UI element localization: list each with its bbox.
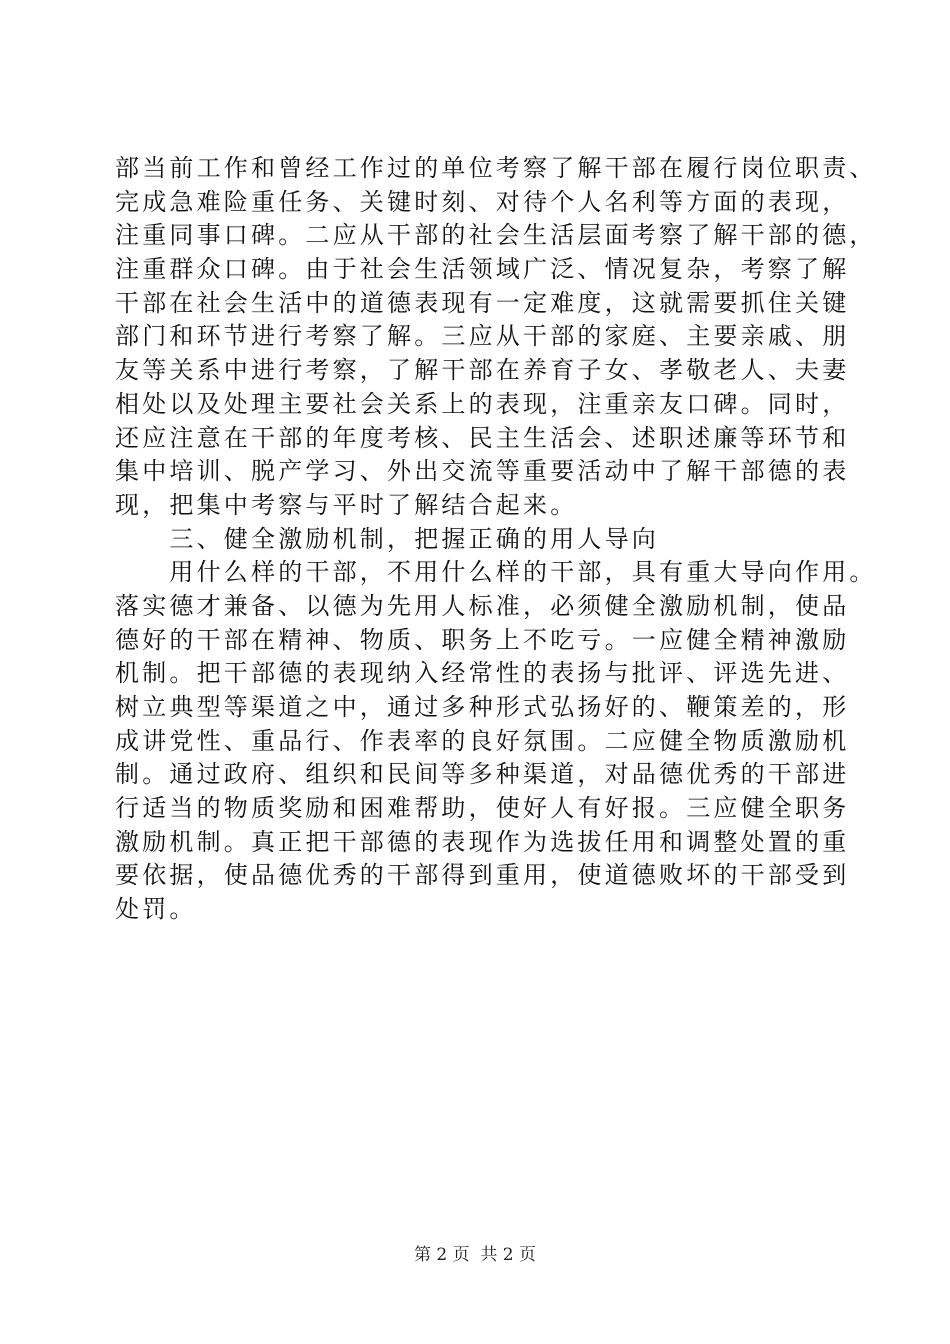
page-footer [0, 1240, 950, 1265]
text-line: 集中培训、脱产学习、外出交流等重要活动中了解干部德的表 [115, 457, 850, 486]
body-text [115, 152, 877, 927]
text-line: 树立典型等渠道之中，通过多种形式弘扬好的、鞭策差的，形 [115, 693, 850, 721]
text-line: 现，把集中考察与平时了解结合起来。 [115, 490, 578, 519]
text-line: 成讲党性、重品行、作表率的良好氛围。二应健全物质激励机 [115, 726, 850, 755]
text-line: 落实德才兼备、以德为先用人标准，必须健全激励机制，使品 [115, 591, 850, 620]
section-heading: 三、健全激励机制，把握正确的用人导向 [115, 524, 659, 553]
text-line: 完成急难险重任务、关键时刻、对待个人名利等方面的表现， [115, 187, 850, 216]
text-line: 部当前工作和曾经工作过的单位考察了解干部在履行岗位职责、 [115, 154, 877, 182]
text-line: 部门和环节进行考察了解。三应从干部的家庭、主要亲戚、朋 [115, 322, 850, 351]
text-line: 处罚。 [115, 895, 197, 924]
text-line: 相处以及处理主要社会关系上的表现，注重亲友口碑。同时， [115, 389, 850, 418]
text-line: 干部在社会生活中的道德表现有一定难度，这就需要抓住关键 [115, 288, 850, 317]
text-line: 要依据，使品德优秀的干部得到重用，使道德败坏的干部受到 [115, 861, 850, 890]
text-line: 激励机制。真正把干部德的表现作为选拔任用和调整处置的重 [115, 827, 850, 856]
text-line: 行适当的物质奖励和困难帮助，使好人有好报。三应健全职务 [115, 794, 850, 823]
page-number-label: 第 2 页 共 2 页 [413, 1245, 537, 1265]
text-line: 还应注意在干部的年度考核、民主生活会、述职述廉等环节和 [115, 423, 850, 452]
text-line: 注重同事口碑。二应从干部的社会生活层面考察了解干部的德， [115, 221, 877, 250]
text-line: 德好的干部在精神、物质、职务上不吃亏。一应健全精神激励 [115, 625, 850, 654]
text-line: 友等关系中进行考察，了解干部在养育子女、孝敬老人、夫妻 [115, 356, 850, 385]
text-line: 制。通过政府、组织和民间等多种渠道，对品德优秀的干部进 [115, 760, 850, 789]
text-line: 机制。把干部德的表现纳入经常性的表扬与批评、评选先进、 [115, 659, 850, 688]
text-line: 用什么样的干部，不用什么样的干部，具有重大导向作用。 [115, 558, 877, 587]
text-line: 注重群众口碑。由于社会生活领域广泛、情况复杂，考察了解 [115, 255, 850, 284]
